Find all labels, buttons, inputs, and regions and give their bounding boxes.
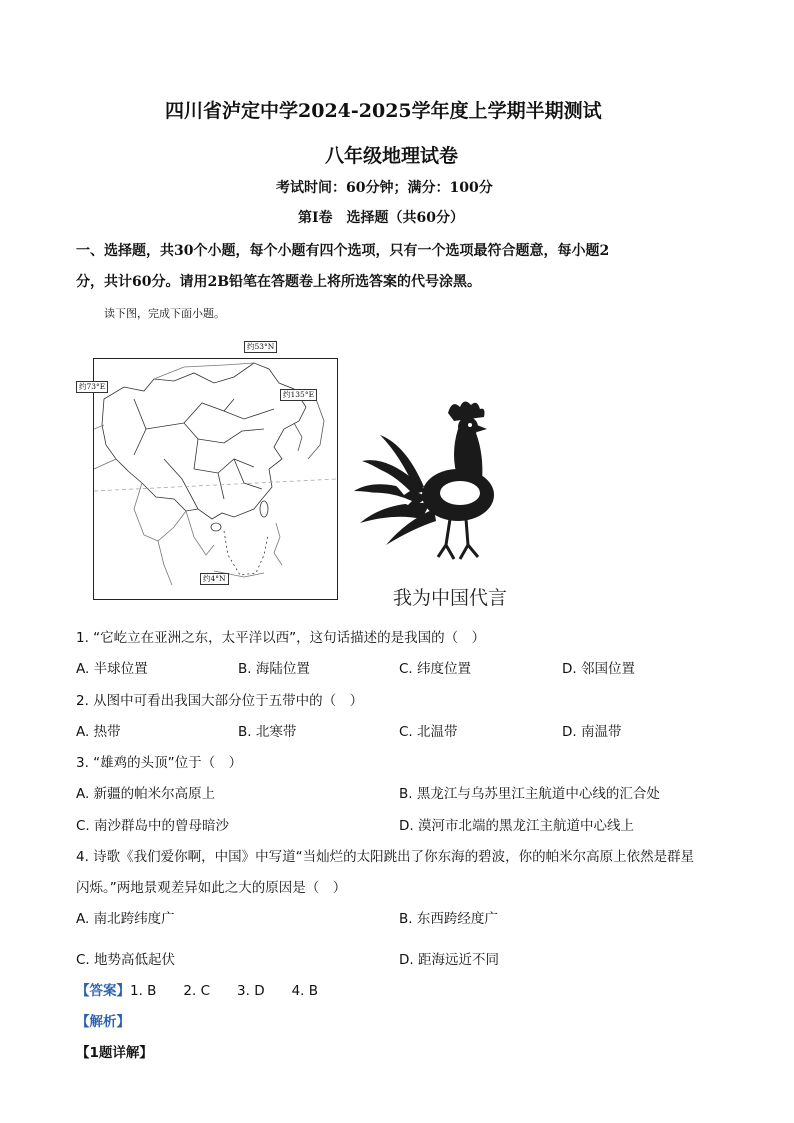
instructions-line-1: 一、选择题，共30个小题，每个小题有四个选项，只有一个选项最符合题意，每小题2 (76, 243, 610, 259)
q4-option-d: D. 距海远近不同 (399, 952, 499, 968)
q2-option-a: A. 热带 (76, 724, 121, 740)
question-4-stem-line-2: 闪烁。”两地景观差异如此之大的原因是（ ） (76, 880, 347, 896)
q4-option-a: A. 南北跨纬度广 (76, 911, 175, 927)
exam-info: 考试时间：60分钟；满分：100分 (276, 180, 493, 196)
analysis-label: 【解析】 (76, 1014, 130, 1030)
page-subtitle: 八年级地理试卷 (325, 145, 459, 167)
map-label-east: 约135°E (280, 389, 317, 401)
question-1-stem: 1. “它屹立在亚洲之东，太平洋以西”，这句话描述的是我国的（ ） (76, 630, 486, 646)
map-label-west: 约73°E (76, 381, 108, 393)
answer-label: 【答案】 (76, 983, 130, 999)
rooster-icon (350, 395, 500, 570)
figure-caption: 我为中国代言 (393, 587, 508, 609)
q1-option-b: B. 海陆位置 (238, 661, 310, 677)
rooster-illustration (350, 395, 500, 570)
china-map-figure (79, 342, 338, 600)
q3-option-b: B. 黑龙江与乌苏里江主航道中心线的汇合处 (399, 786, 660, 802)
question-3-stem: 3. “雄鸡的头顶”位于（ ） (76, 755, 243, 771)
map-label-south: 约4°N (200, 573, 229, 585)
map-label-north: 约53°N (244, 341, 277, 353)
q4-option-b: B. 东西跨经度广 (399, 911, 498, 927)
instructions-line-2: 分，共计60分。请用2B铅笔在答题卷上将所选答案的代号涂黑。 (76, 274, 482, 290)
q2-option-c: C. 北温带 (399, 724, 458, 740)
q3-option-d: D. 漠河市北端的黑龙江主航道中心线上 (399, 818, 634, 834)
q4-option-c: C. 地势高低起伏 (76, 952, 176, 968)
question-2-stem: 2. 从图中可看出我国大部分位于五带中的（ ） (76, 693, 364, 709)
q2-option-b: B. 北寒带 (238, 724, 297, 740)
q1-option-a: A. 半球位置 (76, 661, 148, 677)
page-title: 四川省泸定中学2024-2025学年度上学期半期测试 (165, 100, 602, 122)
question-4-stem-line-1: 4. 诗歌《我们爱你啊，中国》中写道“当灿烂的太阳跳出了你东海的碧波，你的帕米尔高原上依然是群星 (76, 849, 695, 865)
part-title: 第Ⅰ卷 选择题（共60分） (298, 210, 465, 226)
q3-option-c: C. 南沙群岛中的曾母暗沙 (76, 818, 230, 834)
q2-option-d: D. 南温带 (562, 724, 622, 740)
q1-option-d: D. 邻国位置 (562, 661, 635, 677)
detail-label: 【1题详解】 (76, 1045, 153, 1061)
q1-option-c: C. 纬度位置 (399, 661, 472, 677)
figure-prompt: 读下图，完成下面小题。 (104, 307, 225, 320)
q3-option-a: A. 新疆的帕米尔高原上 (76, 786, 216, 802)
answer-values: 1. B 2. C 3. D 4. B (130, 983, 319, 999)
answer-line (76, 979, 318, 999)
